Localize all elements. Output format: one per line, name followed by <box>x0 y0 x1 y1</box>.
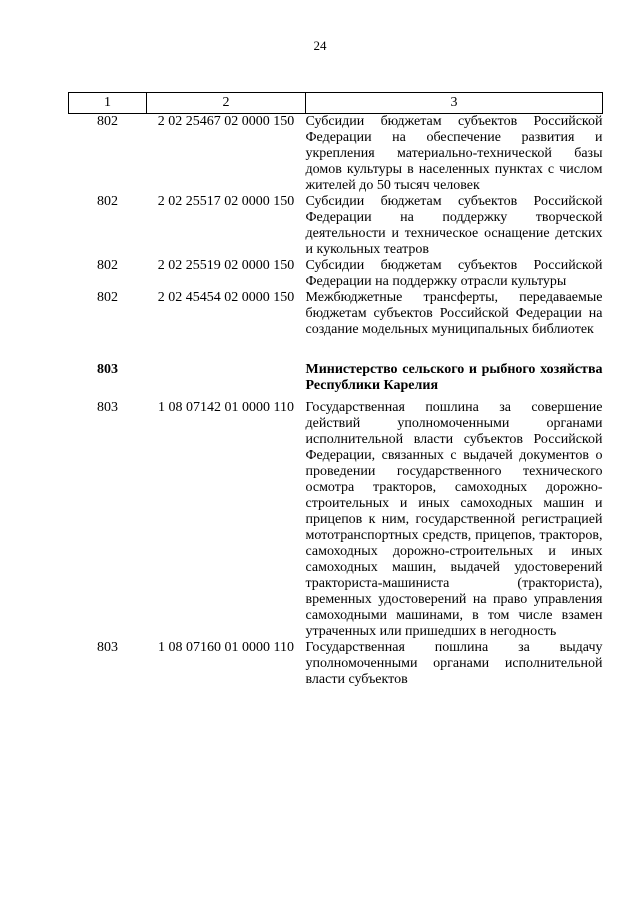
column-header-2: 2 <box>147 93 306 114</box>
table-row <box>69 640 603 688</box>
admin-code: 803 <box>97 400 118 415</box>
budget-classification-code: 1 08 07142 01 0000 110 <box>158 400 294 415</box>
budget-classification-code: 1 08 07160 01 0000 110 <box>158 640 294 655</box>
table-row <box>69 400 603 640</box>
income-description: Субсидии бюджетам субъектов Российской Федерации на поддержку творческой деятельности и техническое оснащение детских и кукольных театров <box>305 194 603 257</box>
table-row <box>69 114 603 195</box>
admin-code: 802 <box>97 290 118 305</box>
income-description: Межбюджетные трансферты, передаваемые бюджетам субъектов Российской Федерации на создание модельных муниципальных библиотек <box>305 290 603 337</box>
income-description: Государственная пошлина за совершение действий уполномоченными органами исполнительной власти субъектов Российской Федерации, связанных с выдачей документов о проведении государственного технического осмотра тракторов, самоходных дорожно-строительных и иных самоходных машин и прицепов к ним, государственной регистрацией мототранспортных средств, прицепов, тракторов, самоходных дорожно-строительных и иных самоходных машин, выдачей удостоверений тракториста-машиниста (тракториста), временных удостоверений на право управления самоходными машинами, в том числе взамен утраченных или пришедших в негодность <box>305 400 603 639</box>
budget-codes-table <box>68 92 603 688</box>
admin-code: 803 <box>97 362 118 377</box>
admin-code: 802 <box>97 194 118 209</box>
budget-classification-code <box>147 338 306 400</box>
column-header-1: 1 <box>69 93 147 114</box>
income-description: Субсидии бюджетам субъектов Российской Федерации на обеспечение развития и укрепления материально-технической базы домов культуры в населенных пунктах с числом жителей до 50 тысяч человек <box>305 114 603 193</box>
budget-classification-code: 2 02 25517 02 0000 150 <box>157 194 295 209</box>
admin-code: 803 <box>97 640 118 655</box>
budget-classification-code: 2 02 25519 02 0000 150 <box>157 258 295 273</box>
column-header-3: 3 <box>306 93 603 114</box>
table-header-row <box>69 93 603 114</box>
table-row <box>69 290 603 338</box>
table-row <box>69 194 603 258</box>
budget-classification-code: 2 02 45454 02 0000 150 <box>157 290 295 305</box>
income-description: Субсидии бюджетам субъектов Российской Федерации на поддержку отрасли культуры <box>305 258 603 289</box>
ministry-name: Министерство сельского и рыбного хозяйства Республики Карелия <box>305 362 603 393</box>
admin-code: 802 <box>97 258 118 273</box>
income-description: Государственная пошлина за выдачу уполномоченными органами исполнительной власти субъектов <box>305 640 603 687</box>
page-number: 24 <box>313 38 327 53</box>
ministry-heading-row <box>69 338 603 400</box>
admin-code: 802 <box>97 114 118 129</box>
budget-classification-code: 2 02 25467 02 0000 150 <box>157 114 295 129</box>
table-row <box>69 258 603 290</box>
